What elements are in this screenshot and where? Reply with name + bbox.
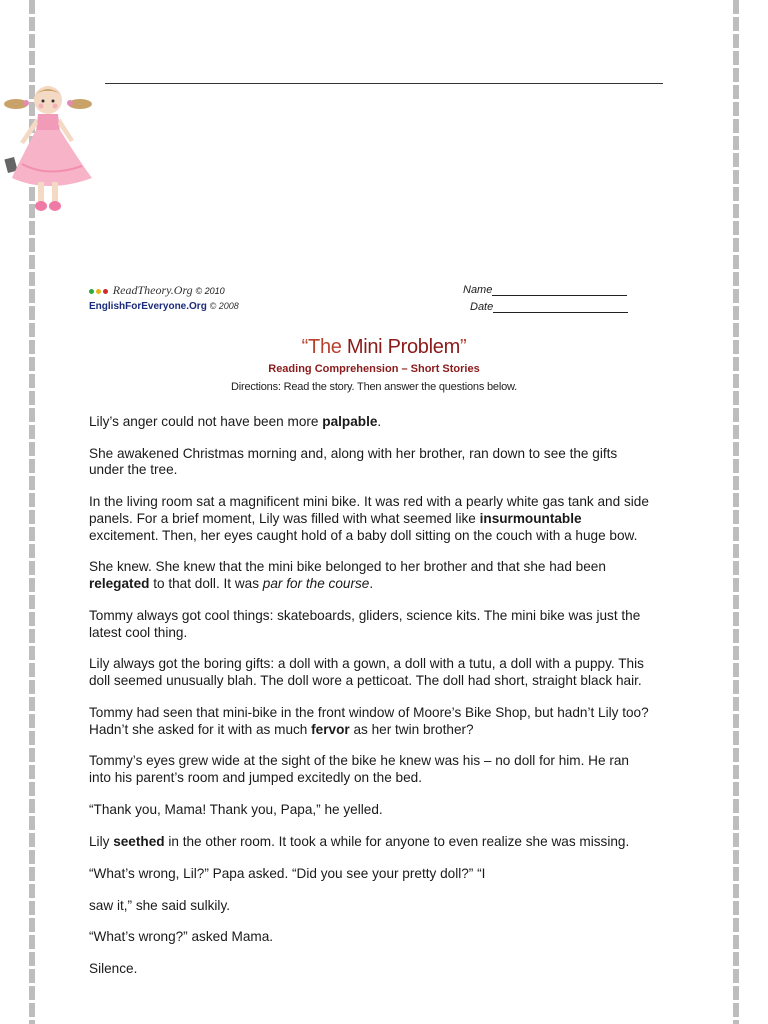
story-paragraph: She knew. She knew that the mini bike belonged to her brother and that she had been relegated to that doll. It was par for the course. [89,559,606,592]
name-line[interactable] [492,284,627,296]
story-paragraph: saw it,” she said sulkily. [89,897,231,913]
englishforeveryone-logo: EnglishForEveryone.Org [89,301,207,312]
date-field [470,301,628,313]
date-label: Date [470,301,494,313]
directions: Directions: Read the story. Then answer the questions below. [231,381,517,393]
header-rule [105,83,663,84]
story-paragraph: “What’s wrong, Lil?” Papa asked. “Did you see your pretty doll?” “I [89,865,486,881]
englishforeveryone-copyright: © 2008 [209,301,239,311]
story-text [89,414,649,993]
englishforeveryone-credit [89,301,239,312]
date-line[interactable] [493,301,628,313]
story-paragraph: Silence. [89,961,138,977]
brand-dots-icon [89,286,110,297]
story-paragraph: Lily always got the boring gifts: a doll with a gown, a doll with a tutu, a doll with a puppy. This doll seemed unusually blah. The doll wore a petticoat. The doll had short, straight black hair. [89,656,644,689]
story-paragraph: “Thank you, Mama! Thank you, Papa,” he yelled. [89,801,383,817]
story-paragraph: She awakened Christmas morning and, along with her brother, ran down to see the gifts under the tree. [89,445,618,478]
story-paragraph: “What’s wrong?” asked Mama. [89,929,274,945]
doll-illustration [0,82,100,216]
name-label: Name [463,284,493,296]
readtheory-copyright: © 2010 [195,286,225,296]
page-border-right [733,0,739,1024]
story-subtitle: Reading Comprehension – Short Stories [268,363,480,375]
story-paragraph: In the living room sat a magnificent mini bike. It was red with a pearly white gas tank and side panels. For a brief moment, Lily was filled with what seemed like insurmountable excitement. Then, her eyes caught hold of a baby doll sitting on the couch with a huge bow. [89,494,649,543]
story-paragraph: Lily’s anger could not have been more palpable. [89,414,382,429]
story-paragraph: Tommy’s eyes grew wide at the sight of the bike he knew was his – no doll for him. He ran into his parent’s room and jumped excitedly on the bed. [89,753,629,785]
story-paragraph: Tommy had seen that mini-bike in the front window of Moore’s Bike Shop, but hadn’t Lily too? Hadn’t she asked for it with as much fervor as her twin brother? [89,704,649,737]
story-paragraph: Tommy always got cool things: skateboards, gliders, science kits. The mini bike was just the latest cool thing. [89,607,641,640]
readtheory-logo: ReadTheory.Org [112,283,193,297]
readtheory-credit [89,283,225,298]
name-field [463,284,627,296]
story-title: “The Mini Problem” [301,336,467,358]
story-paragraph: Lily seethed in the other room. It took a while for anyone to even realize she was missing. [89,833,630,849]
